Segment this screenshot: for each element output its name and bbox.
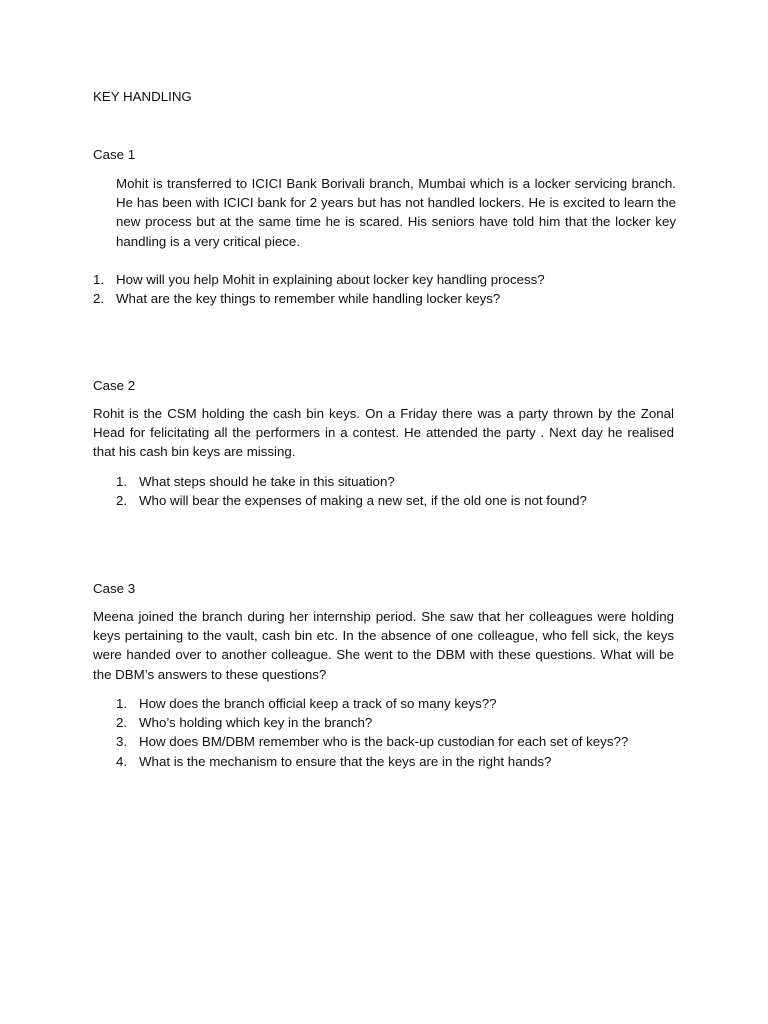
list-item <box>93 270 696 289</box>
case-2-label: Case 2 <box>93 378 136 393</box>
document-title: KEY HANDLING <box>93 89 192 104</box>
list-number: 2. <box>93 291 105 307</box>
question-text: Who’s holding which key in the branch? <box>139 715 373 731</box>
list-number: 1. <box>93 272 105 287</box>
list-item <box>116 694 699 713</box>
question-text: How will you help Mohit in explaining about locker key handling process? <box>116 272 545 287</box>
list-item <box>116 472 699 491</box>
list-item <box>116 491 699 510</box>
question-text: How does BM/DBM remember who is the back-up custodian for each set of keys?? <box>139 734 629 750</box>
list-number: 1. <box>116 696 128 711</box>
list-number: 3. <box>116 734 128 750</box>
case-2-paragraph: Rohit is the CSM holding the cash bin keys. On a Friday there was a party thrown by the Zonal Head for felicitating all the performers in a contest. He attended the party . Next day he realised that his cash bin keys are missing. <box>93 406 674 460</box>
list-number: 4. <box>116 753 128 769</box>
question-text: Who will bear the expenses of making a new set, if the old one is not found? <box>139 493 587 509</box>
case-1-paragraph: Mohit is transferred to ICICI Bank Borivali branch, Mumbai which is a locker servicing branch. He has been with ICICI bank for 2 years but has not handled lockers. He is excited to learn the new process but at the same time he is scared. His seniors have told him that the locker key handling is a very critical piece. <box>116 176 676 249</box>
case-2-questions <box>116 472 699 510</box>
list-item <box>116 713 699 732</box>
list-number: 2. <box>116 493 128 509</box>
list-item <box>116 752 699 771</box>
case-3-questions <box>116 694 699 771</box>
question-text: What is the mechanism to ensure that the keys are in the right hands? <box>139 753 552 769</box>
list-number: 2. <box>116 715 128 731</box>
list-item <box>116 732 699 751</box>
case-3-paragraph: Meena joined the branch during her internship period. She saw that her colleagues were holding keys pertaining to the vault, cash bin etc. In the absence of one colleague, who fell sick, the keys were handed over to another colleague. She went to the DBM with these questions. What will be the DBM’s answers to these questions? <box>93 609 674 682</box>
question-text: How does the branch official keep a track of so many keys?? <box>139 696 497 711</box>
question-text: What are the key things to remember while handling locker keys? <box>116 291 501 307</box>
case-1-questions <box>93 270 696 308</box>
list-item <box>93 289 696 308</box>
question-text: What steps should he take in this situation? <box>139 474 395 489</box>
list-number: 1. <box>116 474 128 489</box>
case-1-label: Case 1 <box>93 147 136 162</box>
case-3-label: Case 3 <box>93 581 136 596</box>
